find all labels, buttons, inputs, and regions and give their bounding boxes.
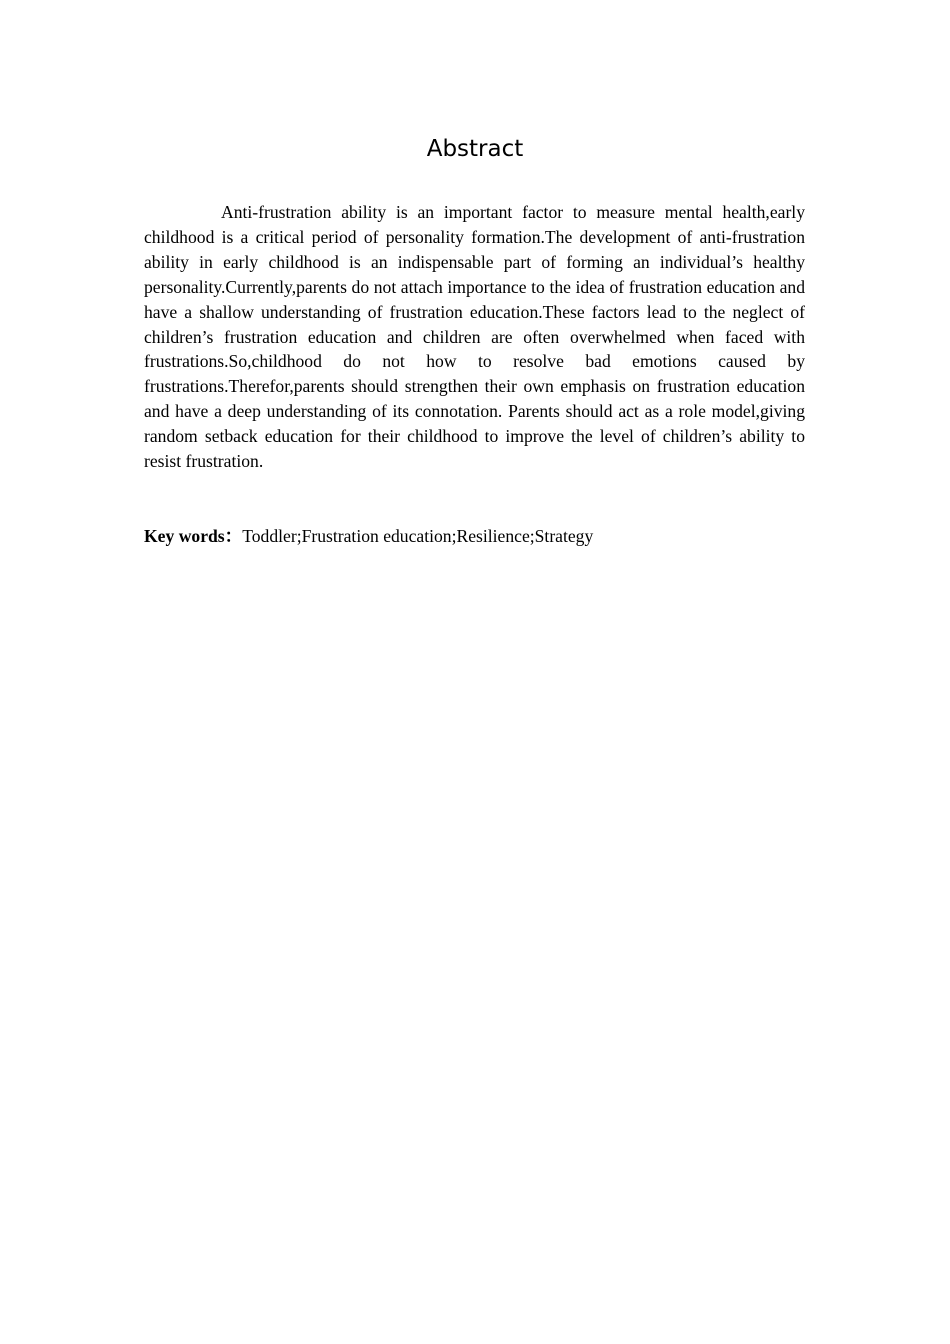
keywords-list: Toddler;Frustration education;Resilience;Strategy [242, 526, 594, 546]
abstract-body: Anti-frustration ability is an important factor to measure mental health,early childhood is a critical period of personality formation.The development of anti-frustration ability in early childhood is an indispensable part of forming an individual’s healthy personality.Currently,parents do not attach importance to the idea of frustration education and have a shallow understanding of frustration education.These factors lead to the neglect of children’s frustration education and children are often overwhelmed when faced with frustrations.So,childhood do not how to resolve bad emotions caused by frustrations.Therefor,parents should strengthen their own emphasis on frustration education and have a deep understanding of its connotation. Parents should act as a role model,giving random setback education for their childhood to improve the level of children’s ability to resist frustration. [144, 202, 805, 472]
keywords-label: Key words： [144, 526, 243, 546]
abstract-title: Abstract [426, 136, 524, 162]
keywords-line [144, 524, 805, 549]
